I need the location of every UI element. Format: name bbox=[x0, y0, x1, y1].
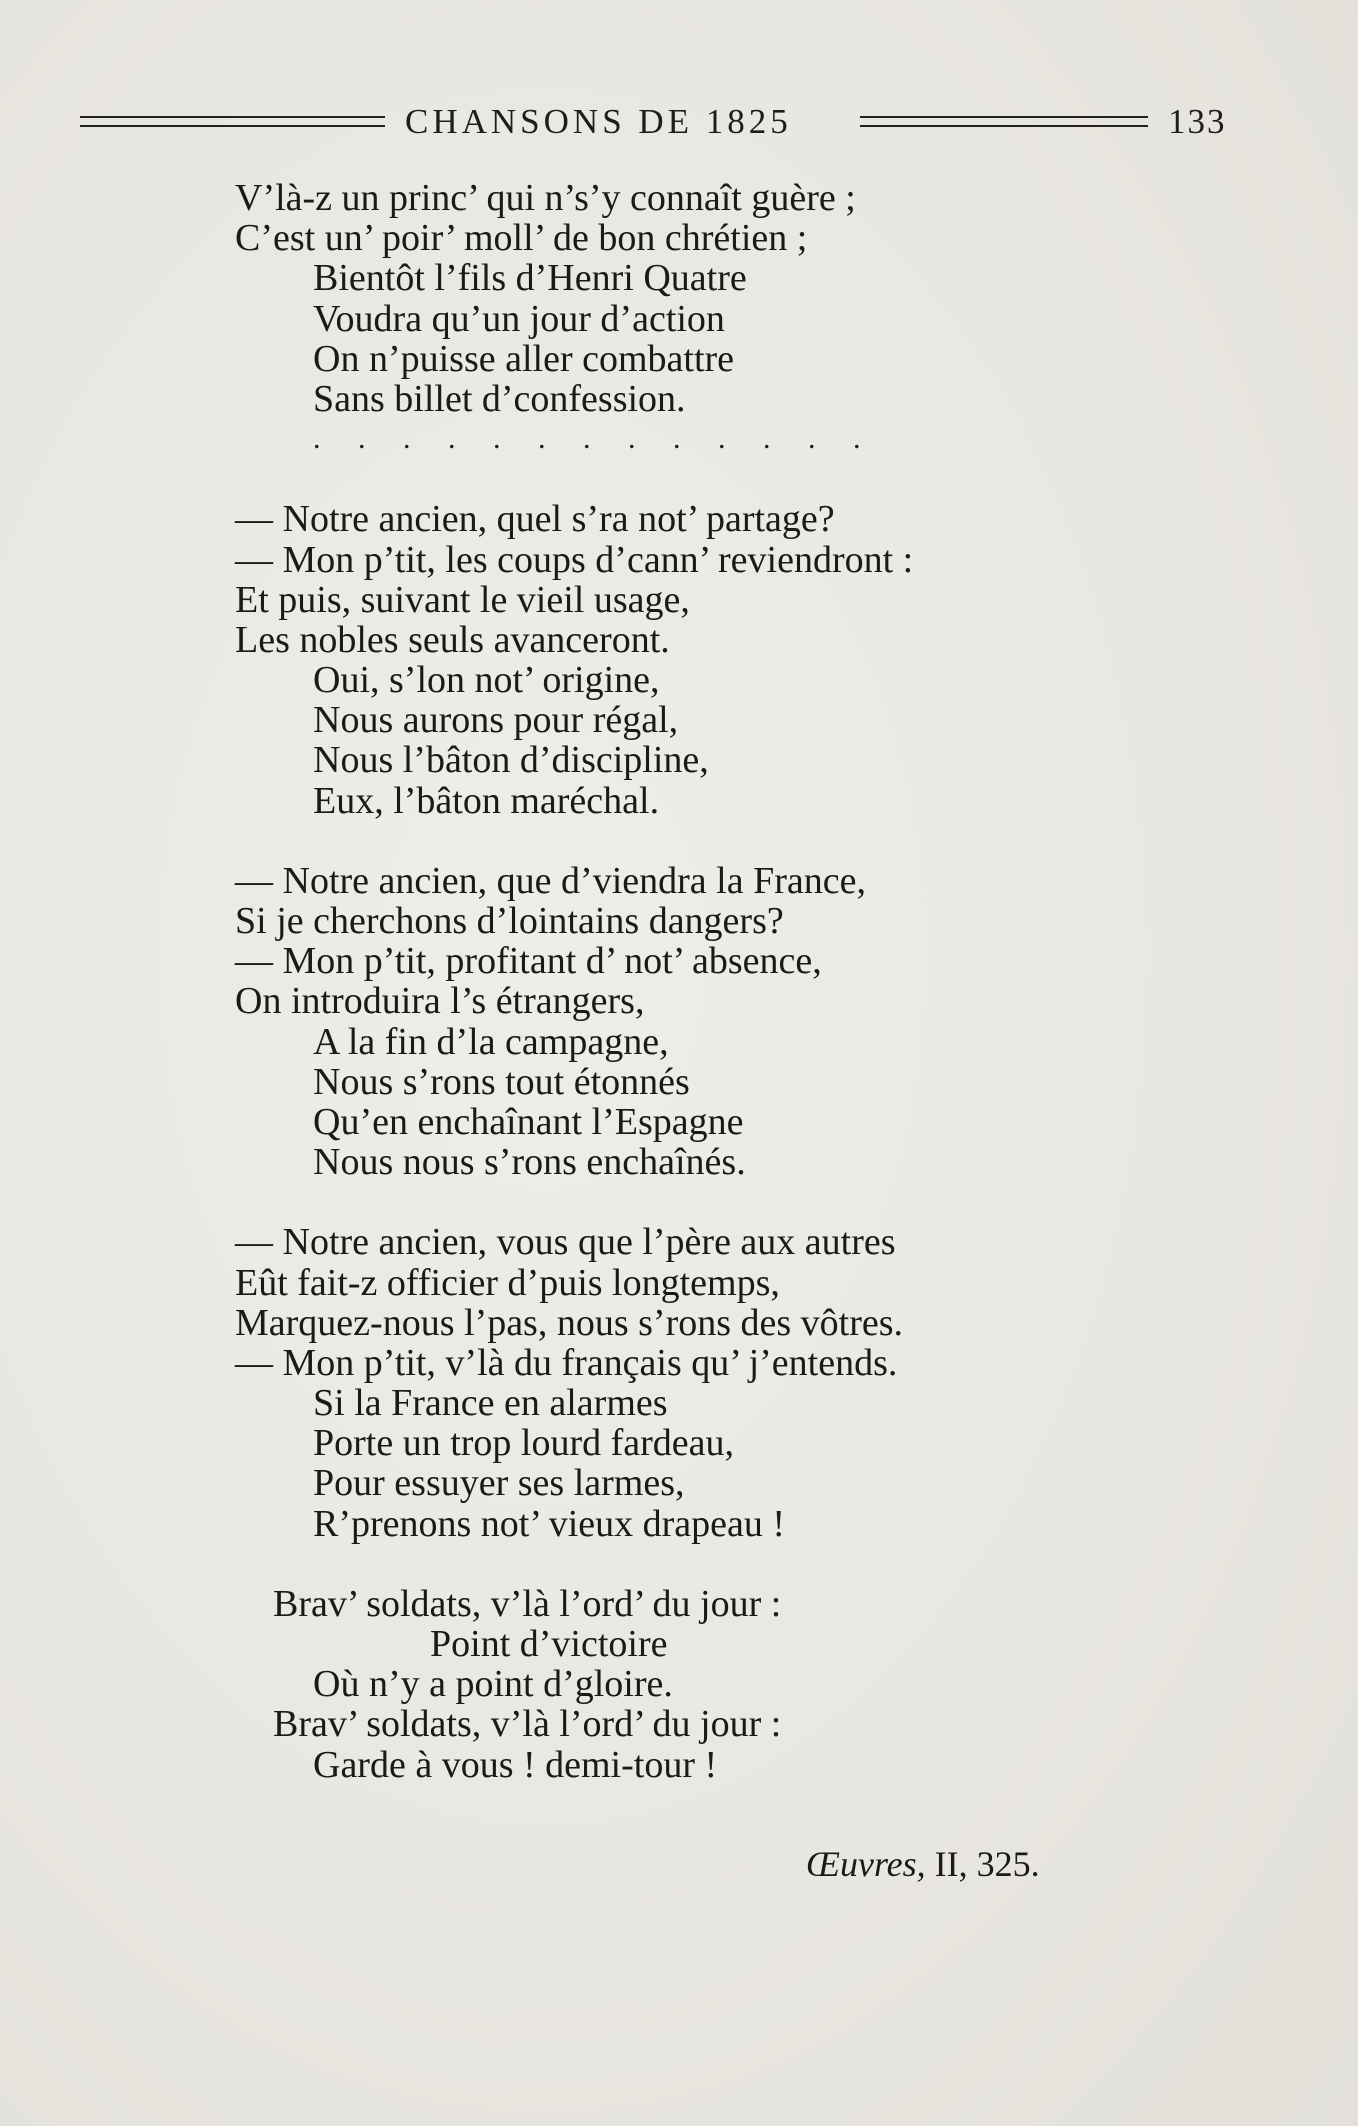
ellipsis-dots: . . . . . . . . . . . . . bbox=[313, 422, 876, 456]
verse-line: Porte un trop lourd fardeau, bbox=[313, 1422, 735, 1465]
verse-line: Qu’en enchaînant l’Espagne bbox=[313, 1100, 744, 1143]
header-rule-right bbox=[860, 116, 1148, 127]
verse-line: Nous aurons pour régal, bbox=[313, 699, 679, 742]
verse-line: Nous nous s’rons enchaînés. bbox=[313, 1141, 746, 1184]
page-number: 133 bbox=[1168, 102, 1227, 141]
verse-line: Si je cherchons d’lointains dangers? bbox=[235, 900, 784, 942]
refrain-line: Garde à vous ! demi-tour ! bbox=[313, 1743, 718, 1786]
refrain-line: Brav’ soldats, v’là l’ord’ du jour : bbox=[273, 1582, 782, 1625]
verse-line: Nous s’rons tout étonnés bbox=[313, 1060, 690, 1103]
stanza-gap bbox=[235, 1182, 1155, 1222]
header-rule-left bbox=[80, 116, 385, 127]
work-reference: II, 325. bbox=[925, 1844, 1040, 1884]
verse-line: V’là-z un princ’ qui n’s’y connaît guère ; bbox=[235, 177, 856, 219]
verse-line: — Mon p’tit, les coups d’cann’ reviendront : bbox=[235, 538, 914, 581]
verse-line: Eût fait-z officier d’puis longtemps, bbox=[235, 1261, 780, 1304]
running-header bbox=[80, 102, 1227, 146]
verse-line: On n’puisse aller combattre bbox=[313, 337, 735, 380]
verse-line: Marquez-nous l’pas, nous s’rons des vôtres. bbox=[235, 1301, 904, 1344]
verse-line: Voudra qu’un jour d’action bbox=[313, 297, 725, 340]
verse-line: Pour essuyer ses larmes, bbox=[313, 1462, 685, 1505]
running-title: CHANSONS DE 1825 bbox=[405, 102, 792, 141]
verse-line: Bientôt l’fils d’Henri Quatre bbox=[313, 257, 747, 300]
verse-line: — Mon p’tit, profitant d’ not’ absence, bbox=[235, 940, 822, 983]
verse-line: — Mon p’tit, v’là du français qu’ j’entends. bbox=[235, 1341, 898, 1384]
poem-text bbox=[235, 178, 1155, 1785]
refrain-line: Où n’y a point d’gloire. bbox=[313, 1663, 673, 1706]
verse-line: Sans billet d’confession. bbox=[313, 377, 686, 420]
verse-line: Eux, l’bâton maréchal. bbox=[313, 779, 660, 822]
verse-line: Et puis, suivant le vieil usage, bbox=[235, 578, 690, 621]
stanza-gap bbox=[235, 459, 1155, 499]
verse-line: — Notre ancien, quel s’ra not’ partage? bbox=[235, 498, 835, 541]
verse-line: Nous l’bâton d’discipline, bbox=[313, 739, 709, 782]
verse-line: — Notre ancien, vous que l’père aux autres bbox=[235, 1221, 896, 1264]
verse-line: Si la France en alarmes bbox=[313, 1382, 668, 1425]
refrain-line: Point d’victoire bbox=[430, 1623, 668, 1665]
stanza-gap bbox=[235, 1544, 1155, 1584]
verse-line: — Notre ancien, que d’viendra la France, bbox=[235, 859, 866, 902]
source-attribution bbox=[806, 1843, 1040, 1885]
verse-line: Les nobles seuls avanceront. bbox=[235, 618, 670, 661]
refrain-line: Brav’ soldats, v’là l’ord’ du jour : bbox=[273, 1703, 782, 1746]
verse-line: C’est un’ poir’ moll’ de bon chrétien ; bbox=[235, 217, 808, 260]
verse-line: Oui, s’lon not’ origine, bbox=[313, 659, 660, 702]
verse-line: A la fin d’la campagne, bbox=[313, 1020, 669, 1063]
verse-line: On introduira l’s étrangers, bbox=[235, 980, 645, 1023]
verse-line: R’prenons not’ vieux drapeau ! bbox=[313, 1502, 786, 1545]
stanza-gap bbox=[235, 821, 1155, 861]
work-title: Œuvres, bbox=[806, 1844, 926, 1884]
